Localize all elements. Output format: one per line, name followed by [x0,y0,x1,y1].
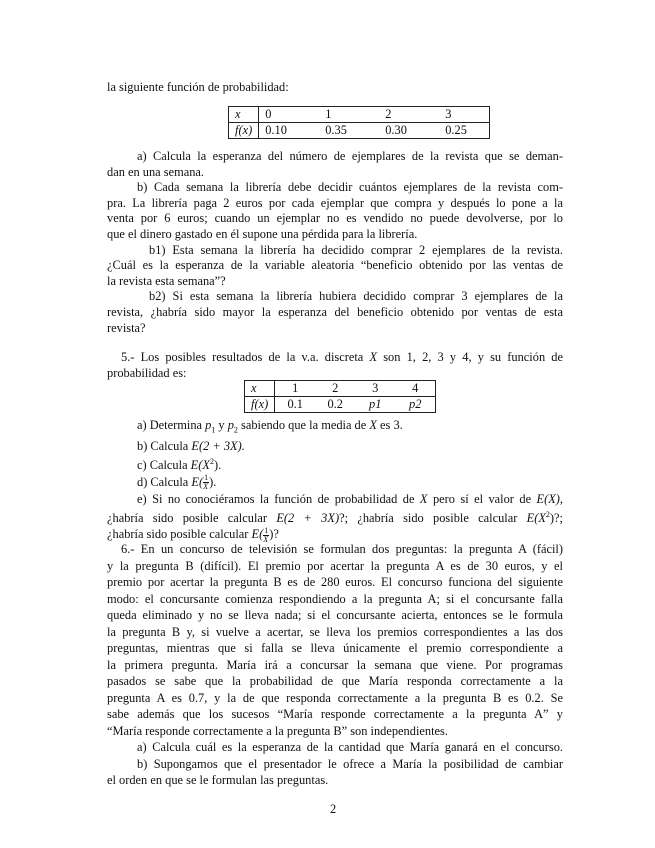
problem-4-parts [107,149,563,336]
math: p [227,418,234,432]
part-b2: b2) Si esta semana la librería hubiera decidido comprar 3 ejemplares de la [149,289,563,304]
part-b1: b1) Esta semana la librería ha decidido comprar 2 ejemplares de la revista. [149,242,563,257]
part-e [107,491,563,507]
text: e) Si no conociéramos la función de probabilidad de [137,492,420,507]
table-header-x: x [245,381,275,397]
text-line: “María responde correctamente a la pregunta B” son independientes. [107,723,448,738]
part-b [107,438,563,454]
text: )? [269,527,279,542]
text-line: y la pregunta B (difícil). El premio por acertar la pregunta A es de 30 euros, y el [107,558,563,573]
problem-5-statement [107,349,563,381]
intro-line: la siguiente función de probabilidad: [107,80,289,94]
part-a [107,417,563,438]
text-line: que el dinero gastado en él supone una pérdida para la librería. [107,226,418,241]
text-line: premio por acertar la pregunta B es de 280 euros. El concurso funciona del siguiente [107,575,563,589]
table-cell: 2 [379,107,439,123]
table-cell: 0.1 [275,397,316,413]
text-line: probabilidad es: [107,366,187,380]
math: 2 [209,457,214,467]
part-c [107,454,563,473]
table-header-fx: f(x) [245,397,275,413]
text-line: la revista esta semana”? [107,273,226,288]
table-cell: 0 [259,107,320,123]
text-line: sabe además que los sucesos “María responde correctamente a la pregunta A” y [107,707,563,721]
text-line: pregunta A es 0.7, y la de que responda correctamente a la pregunta B es 0.2. Se [107,690,563,705]
text: ¿habría sido posible calcular [107,527,252,542]
text: b) Calcula [137,439,192,454]
table-cell: 0.10 [259,123,320,139]
part-d [107,474,563,492]
numerator: 1 [264,526,269,536]
text-line: revista? [107,320,146,335]
text: 5.- Los posibles resultados de la v.a. discreta [121,350,370,364]
math: E(X [190,458,210,473]
math: E( [191,474,204,489]
text-line: queda eliminado y no se lleva nada; si el concursante acierta, entonces se le formula [107,608,563,622]
text-line: ¿Cuál es la esperanza de la variable aleatoria “beneficio obtenido por las ventas de [107,258,563,273]
math: E( [251,527,264,542]
part-a: a) Calcula la esperanza del número de ejemplares de la revista que se deman- [137,149,563,163]
numerator: 1 [204,473,209,483]
text-line: venta por 6 euros; cuando un ejemplar no es vendido no puede devolverse, por lo [107,211,563,226]
table-cell: 1 [275,381,316,397]
page-number: 2 [330,802,337,816]
math: p [205,418,212,432]
math: 2 [545,510,550,520]
math: X [419,492,428,507]
denominator: X [203,482,208,492]
math: E(X [526,511,546,526]
math: 2 [233,425,238,435]
text-line: revista, ¿habría sido mayor la esperanza del beneficio obtenido por ventas de esta [107,304,563,319]
probability-table-2 [244,380,436,413]
table-cell: 0.35 [319,123,379,139]
text-line: pra. La librería paga 2 euros por cada ejemplar que compra y después lo pone a la [107,195,563,210]
math: ). [209,474,217,489]
text-line: preguntas, mientras que si falla se lleva únicamente el premio correspondiente a [107,641,563,655]
table-cell: 0.2 [315,397,355,413]
text: ¿habría sido posible calcular [107,511,277,526]
text-line: pasados se sabe que la probabilidad de que María responda correctamente a la [107,674,563,688]
part-b: b) Supongamos que el presentador le ofrece a María la posibilidad de cambiar [137,756,563,771]
text-line: dan en una semana. [107,164,205,179]
math: 1 [211,425,216,435]
text-line [107,349,563,365]
text: y [215,418,228,432]
table-cell: p2 [395,397,436,413]
text-line: la pregunta B y, si vuelve a acertar, se lleva los premios correspondientes a las dos [107,624,563,639]
text-line: el orden en que se le formulan las preguntas. [107,773,329,787]
text: es 3. [376,418,403,432]
table-header-x: x [229,107,259,123]
problem-5-parts [107,417,563,544]
text: a) Determina [137,418,206,432]
text: sabiendo que la media de [237,418,370,432]
table-cell: 3 [355,381,395,397]
table-cell: 0.30 [379,123,439,139]
probability-table-1 [228,106,490,139]
math: X [369,418,377,432]
part-a: a) Calcula cuál es la esperanza de la cantidad que María ganará en el concurso. [137,740,563,754]
math: E(2 + 3X) [276,511,340,526]
table-header-fx: f(x) [229,123,259,139]
math: X [369,350,378,364]
text-line [107,507,563,526]
text: son 1, 2, 3 y 4, y su función de [377,350,564,364]
text: )?; [549,511,563,526]
text-line: 6.- En un concurso de televisión se formulan dos preguntas: la pregunta A (fácil) [121,542,563,556]
text-line: la primera pregunta. María irá a concursar la semana que viene. Por programas [107,657,563,672]
part-b: b) Cada semana la librería debe decidir cuántos ejemplares de la revista com- [137,180,563,195]
table-cell: 2 [315,381,355,397]
math: E(X), [536,492,564,507]
math: E(2 + 3X). [191,439,245,454]
math: ). [213,458,222,473]
table-cell: p1 [355,397,395,413]
text: d) Calcula [137,474,192,489]
text: pero sí el valor de [427,492,537,507]
table-cell: 0.25 [439,123,490,139]
problem-6 [107,541,563,789]
table-cell: 4 [395,381,436,397]
text: ?; ¿habría sido posible calcular [339,511,527,526]
table-cell: 1 [319,107,379,123]
denominator: X [263,535,269,545]
text: c) Calcula [137,458,191,473]
text-line: modo: el concursante comienza respondiendo a la pregunta A; si el concursante falla [107,591,563,606]
table-cell: 3 [439,107,490,123]
